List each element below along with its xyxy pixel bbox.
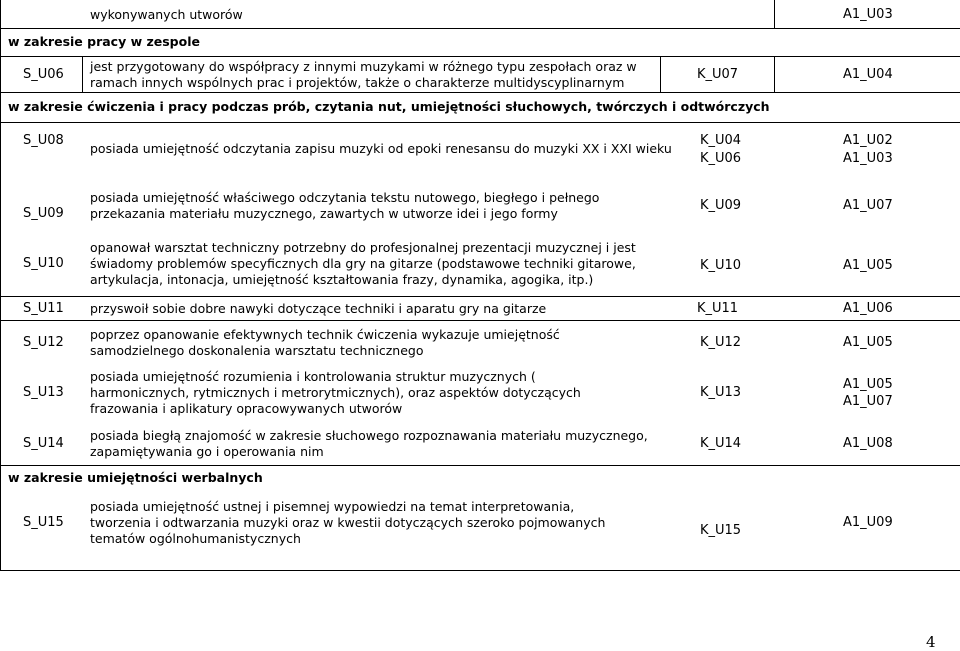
section-heading: w zakresie ćwiczenia i pracy podczas prób, czytania nut, umiejętności słuchowych, twórczych i odtwórczych	[8, 99, 770, 114]
column-divider	[660, 56, 661, 92]
effect-code-k: K_U13	[700, 385, 742, 400]
student-code: S_U15	[23, 515, 64, 530]
effect-code-a: A1_U07	[843, 198, 893, 213]
section-heading: w zakresie umiejętności werbalnych	[8, 470, 263, 485]
section-heading: w zakresie pracy w zespole	[8, 34, 200, 49]
row-divider	[0, 465, 960, 466]
row-divider	[0, 296, 960, 297]
row-divider	[0, 28, 960, 29]
description-cell: jest przygotowany do współpracy z innymi muzykami w różnego typu zespołach oraz w ramach innych wspólnych prac i projektów, także o charakterze multidyscyplinarnym	[90, 59, 637, 90]
student-code: S_U10	[23, 256, 64, 271]
table-border-left	[0, 0, 1, 570]
student-code: S_U08	[23, 133, 64, 148]
effect-code-a: A1_U04	[843, 67, 893, 82]
effect-code-k: K_U09	[700, 198, 742, 213]
effect-code-a: A1_U06	[843, 301, 893, 316]
page-number: 4	[926, 633, 936, 651]
description-cell: przyswoił sobie dobre nawyki dotyczące techniki i aparatu gry na gitarze	[90, 301, 547, 316]
description-cell: posiada umiejętność rozumienia i kontrolowania struktur muzycznych ( harmonicznych, rytmicznych i metrorytmicznych), oraz aspektów dotyczących frazowania i aplikatury opracowywanych utworów	[90, 369, 581, 416]
student-code: S_U13	[23, 385, 64, 400]
effect-code-k: K_U10	[700, 258, 742, 273]
student-code: S_U14	[23, 436, 64, 451]
row-divider	[0, 122, 960, 123]
effect-code-k: K_U07	[697, 67, 739, 82]
row-divider	[0, 92, 960, 93]
effect-code-k: K_U06	[700, 151, 742, 166]
effect-code-k: K_U12	[700, 335, 742, 350]
effect-code-a: A1_U02	[843, 133, 893, 148]
column-divider	[82, 56, 83, 92]
effect-code-a: A1_U08	[843, 436, 893, 451]
table-border-bottom	[0, 570, 960, 571]
effect-code-k: K_U11	[697, 301, 739, 316]
description-cell: wykonywanych utworów	[90, 7, 243, 22]
student-code: S_U11	[23, 301, 64, 316]
description-cell: poprzez opanowanie efektywnych technik ćwiczenia wykazuje umiejętność samodzielnego doskonalenia warsztatu technicznego	[90, 327, 560, 358]
row-divider	[0, 56, 960, 57]
effect-code-a: A1_U03	[843, 7, 893, 22]
effect-code-a: A1_U05	[843, 335, 893, 350]
student-code: S_U06	[23, 67, 64, 82]
column-divider	[774, 56, 775, 92]
effect-code-a: A1_U07	[843, 394, 893, 409]
description-cell: posiada umiejętność ustnej i pisemnej wypowiedzi na temat interpretowania, tworzenia i odtwarzania muzyki oraz w kwestii dotyczących szeroko pojmowanych tematów ogólnohumanistycznych	[90, 499, 606, 546]
column-divider-top	[774, 0, 775, 28]
description-cell: posiada biegłą znajomość w zakresie słuchowego rozpoznawania materiału muzycznego, zapamiętywania go i operowania nim	[90, 428, 648, 459]
effect-code-a: A1_U03	[843, 151, 893, 166]
effect-code-a: A1_U05	[843, 258, 893, 273]
effect-code-k: K_U15	[700, 523, 742, 538]
effect-code-a: A1_U05	[843, 377, 893, 392]
student-code: S_U09	[23, 206, 64, 221]
row-divider	[0, 320, 960, 321]
student-code: S_U12	[23, 335, 64, 350]
effect-code-k: K_U04	[700, 133, 742, 148]
description-cell: opanował warsztat techniczny potrzebny do profesjonalnej prezentacji muzycznej i jest świadomy problemów specyficznych dla gry na gitarze (podstawowe techniki gitarowe, artykulacja, intonacja, umiejętność kształtowania frazy, dynamika, agogika, itp.)	[90, 240, 636, 287]
effect-code-k: K_U14	[700, 436, 742, 451]
effect-code-a: A1_U09	[843, 515, 893, 530]
description-cell: posiada umiejętność odczytania zapisu muzyki od epoki renesansu do muzyki XX i XXI wieku	[90, 141, 672, 156]
description-cell: posiada umiejętność właściwego odczytania tekstu nutowego, biegłego i pełnego przekazania materiału muzycznego, zawartych w utworze idei i jego formy	[90, 190, 600, 221]
